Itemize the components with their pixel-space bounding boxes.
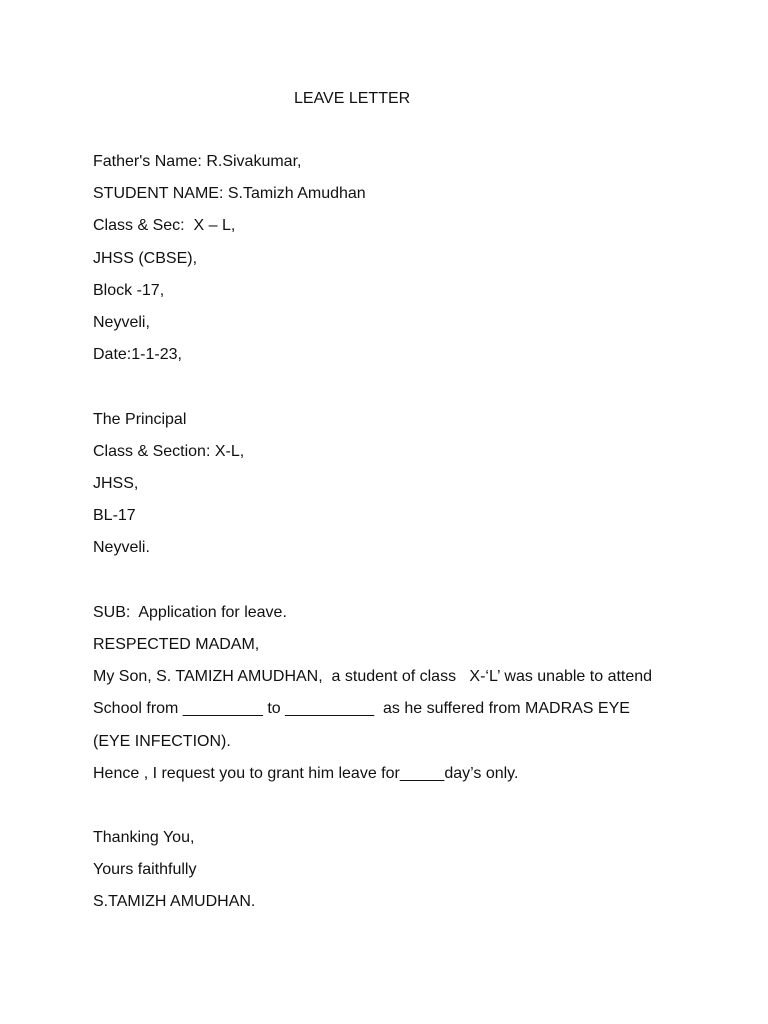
recipient-city: Neyveli. (93, 539, 150, 556)
recipient-class-section: Class & Section: X-L, (93, 443, 245, 460)
closing-thanks: Thanking You, (93, 829, 195, 846)
body-line-2: School from _________ to __________ as he suffered from MADRAS EYE (93, 700, 630, 717)
body-line-3: (EYE INFECTION). (93, 733, 231, 750)
student-city: Neyveli, (93, 314, 150, 331)
letter-subject: SUB: Application for leave. (93, 604, 287, 621)
student-name: STUDENT NAME: S.Tamizh Amudhan (93, 185, 366, 202)
letter-title: LEAVE LETTER (294, 90, 411, 107)
student-class-sec: Class & Sec: X – L, (93, 217, 236, 234)
body-line-4: Hence , I request you to grant him leave for_____day’s only. (93, 765, 519, 782)
student-school: JHSS (CBSE), (93, 250, 198, 267)
letter-salutation: RESPECTED MADAM, (93, 636, 260, 653)
fathers-name: Father's Name: R.Sivakumar, (93, 153, 302, 170)
student-block: Block -17, (93, 282, 165, 299)
body-line-1: My Son, S. TAMIZH AMUDHAN, a student of class X-‘L’ was unable to attend (93, 668, 653, 685)
closing-valediction: Yours faithfully (93, 861, 197, 878)
recipient-block: BL-17 (93, 507, 136, 524)
closing-signature: S.TAMIZH AMUDHAN. (93, 893, 256, 910)
recipient-school: JHSS, (93, 475, 139, 492)
recipient-title: The Principal (93, 411, 187, 428)
letter-date: Date:1-1-23, (93, 346, 182, 363)
